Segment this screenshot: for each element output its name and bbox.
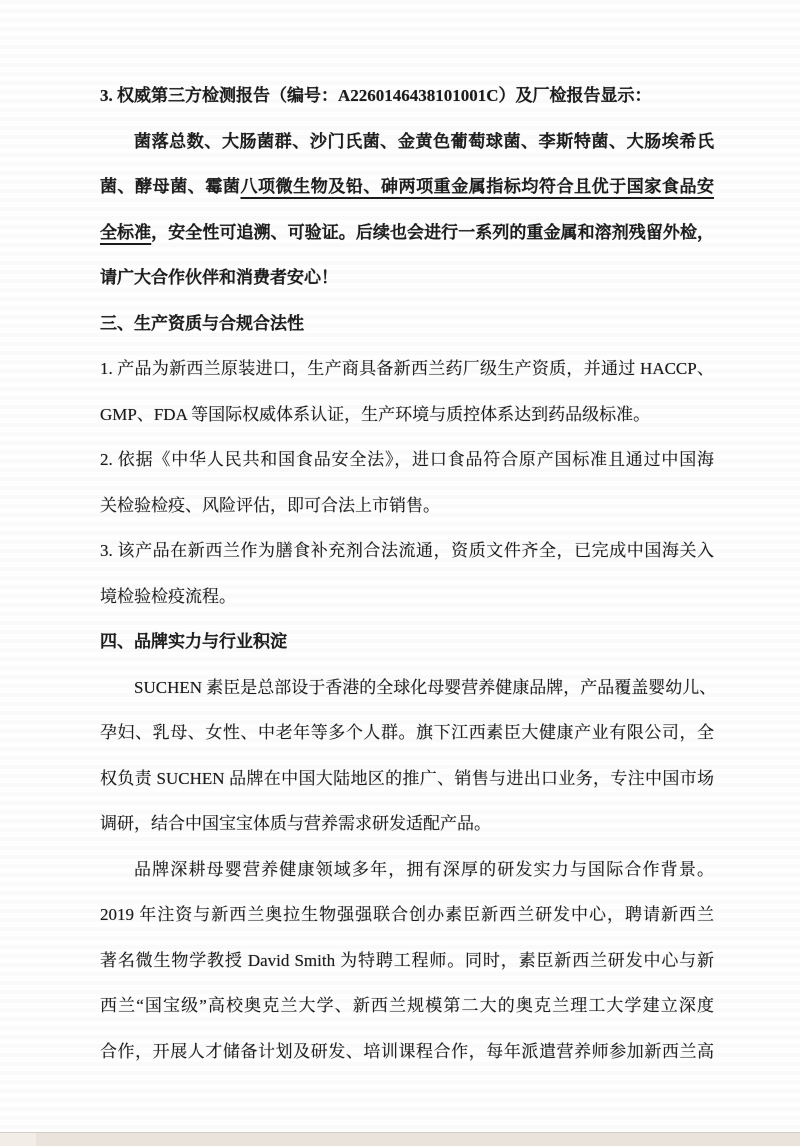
text-segment: 2. 依据《中华人民共和国食品安全法》，进口食品符合原产国标准且通过中国海 bbox=[100, 450, 714, 469]
text-line bbox=[100, 437, 714, 483]
text-line bbox=[100, 528, 714, 574]
text-segment: 关检验检疫、风险评估，即可合法上市销售。 bbox=[100, 495, 440, 515]
text-line bbox=[100, 756, 714, 802]
text-segment: 2019 年注资与新西兰奥拉生物强强联合创办素臣新西兰研发中心，聘请新西兰 bbox=[100, 905, 714, 924]
text-segment: 调研，结合中国宝宝体质与营养需求研发适配产品。 bbox=[100, 814, 491, 833]
text-segment: 境检验检疫流程。 bbox=[100, 586, 236, 606]
text-segment: 菌、酵母菌、霉菌 bbox=[100, 177, 241, 196]
text-segment: 3. 该产品在新西兰作为膳食补充剂合法流通，资质文件齐全，已完成中国海关入 bbox=[100, 541, 714, 560]
text-line bbox=[100, 938, 714, 984]
section-heading-4 bbox=[100, 619, 714, 665]
text-segment: 3. 权威第三方检测报告（编号：A2260146438101001C）及厂检报告显示： bbox=[100, 86, 652, 105]
text-line bbox=[100, 483, 714, 529]
text-segment: 西兰“国宝级”高校奥克兰大学、新西兰规模第二大的奥克兰理工大学建立深度 bbox=[100, 996, 714, 1015]
text-segment: ，安全性可追溯、可验证。后续也会进行一系列的重金属和溶剂残留外检， bbox=[151, 222, 714, 242]
text-segment: 合作，开展人才储备计划及研发、培训课程合作，每年派遣营养师参加新西兰高 bbox=[100, 1041, 714, 1061]
text-line bbox=[100, 892, 714, 938]
text-segment: 著名微生物学教授 David Smith 为特聘工程师。同时，素臣新西兰研发中心与新 bbox=[100, 950, 714, 970]
underlined-text: 八项微生物及铅、砷两项重金属指标均符合且优于国家食品安 bbox=[240, 177, 715, 196]
text-segment: 孕妇、乳母、女性、中老年等多个人群。旗下江西素臣大健康产业有限公司，全 bbox=[100, 723, 714, 742]
text-segment: 1. 产品为新西兰原装进口，生产商具备新西兰药厂级生产资质，并通过 HACCP、 bbox=[100, 359, 714, 378]
text-line bbox=[100, 164, 714, 210]
text-segment: 品牌深耕母婴营养健康领域多年，拥有深厚的研发实力与国际合作背景。 bbox=[134, 859, 714, 879]
text-line bbox=[100, 983, 714, 1029]
text-line bbox=[100, 801, 714, 847]
text-line bbox=[100, 210, 714, 256]
heading-text: 四、品牌实力与行业积淀 bbox=[100, 632, 287, 651]
page-footer-strip bbox=[0, 1132, 800, 1146]
text-segment: 菌落总数、大肠菌群、沙门氏菌、金黄色葡萄球菌、李斯特菌、大肠埃希氏 bbox=[134, 131, 714, 151]
heading-text: 三、生产资质与合规合法性 bbox=[100, 313, 304, 333]
text-line bbox=[100, 665, 717, 711]
text-segment: GMP、FDA 等国际权威体系认证，生产环境与质控体系达到药品级标准。 bbox=[100, 404, 651, 424]
text-line bbox=[100, 847, 714, 893]
report-lead-line bbox=[100, 73, 714, 119]
text-line bbox=[100, 255, 714, 301]
underlined-text: 全标准 bbox=[100, 222, 152, 242]
text-segment: 请广大合作伙伴和消费者安心！ bbox=[100, 268, 338, 287]
text-segment: SUCHEN 素臣是总部设于香港的全球化母婴营养健康品牌，产品覆盖婴幼儿、 bbox=[134, 677, 717, 697]
text-line bbox=[100, 119, 714, 165]
footer-strip-light-segment bbox=[0, 1133, 36, 1146]
text-segment: 权负责 SUCHEN 品牌在中国大陆地区的推广、销售与进出口业务，专注中国市场 bbox=[100, 768, 714, 788]
text-line bbox=[100, 710, 714, 756]
text-block bbox=[100, 73, 717, 1074]
text-line bbox=[100, 1029, 714, 1075]
text-line bbox=[100, 346, 714, 392]
text-line bbox=[100, 574, 714, 620]
section-heading-3 bbox=[100, 301, 714, 347]
text-line bbox=[100, 392, 714, 438]
